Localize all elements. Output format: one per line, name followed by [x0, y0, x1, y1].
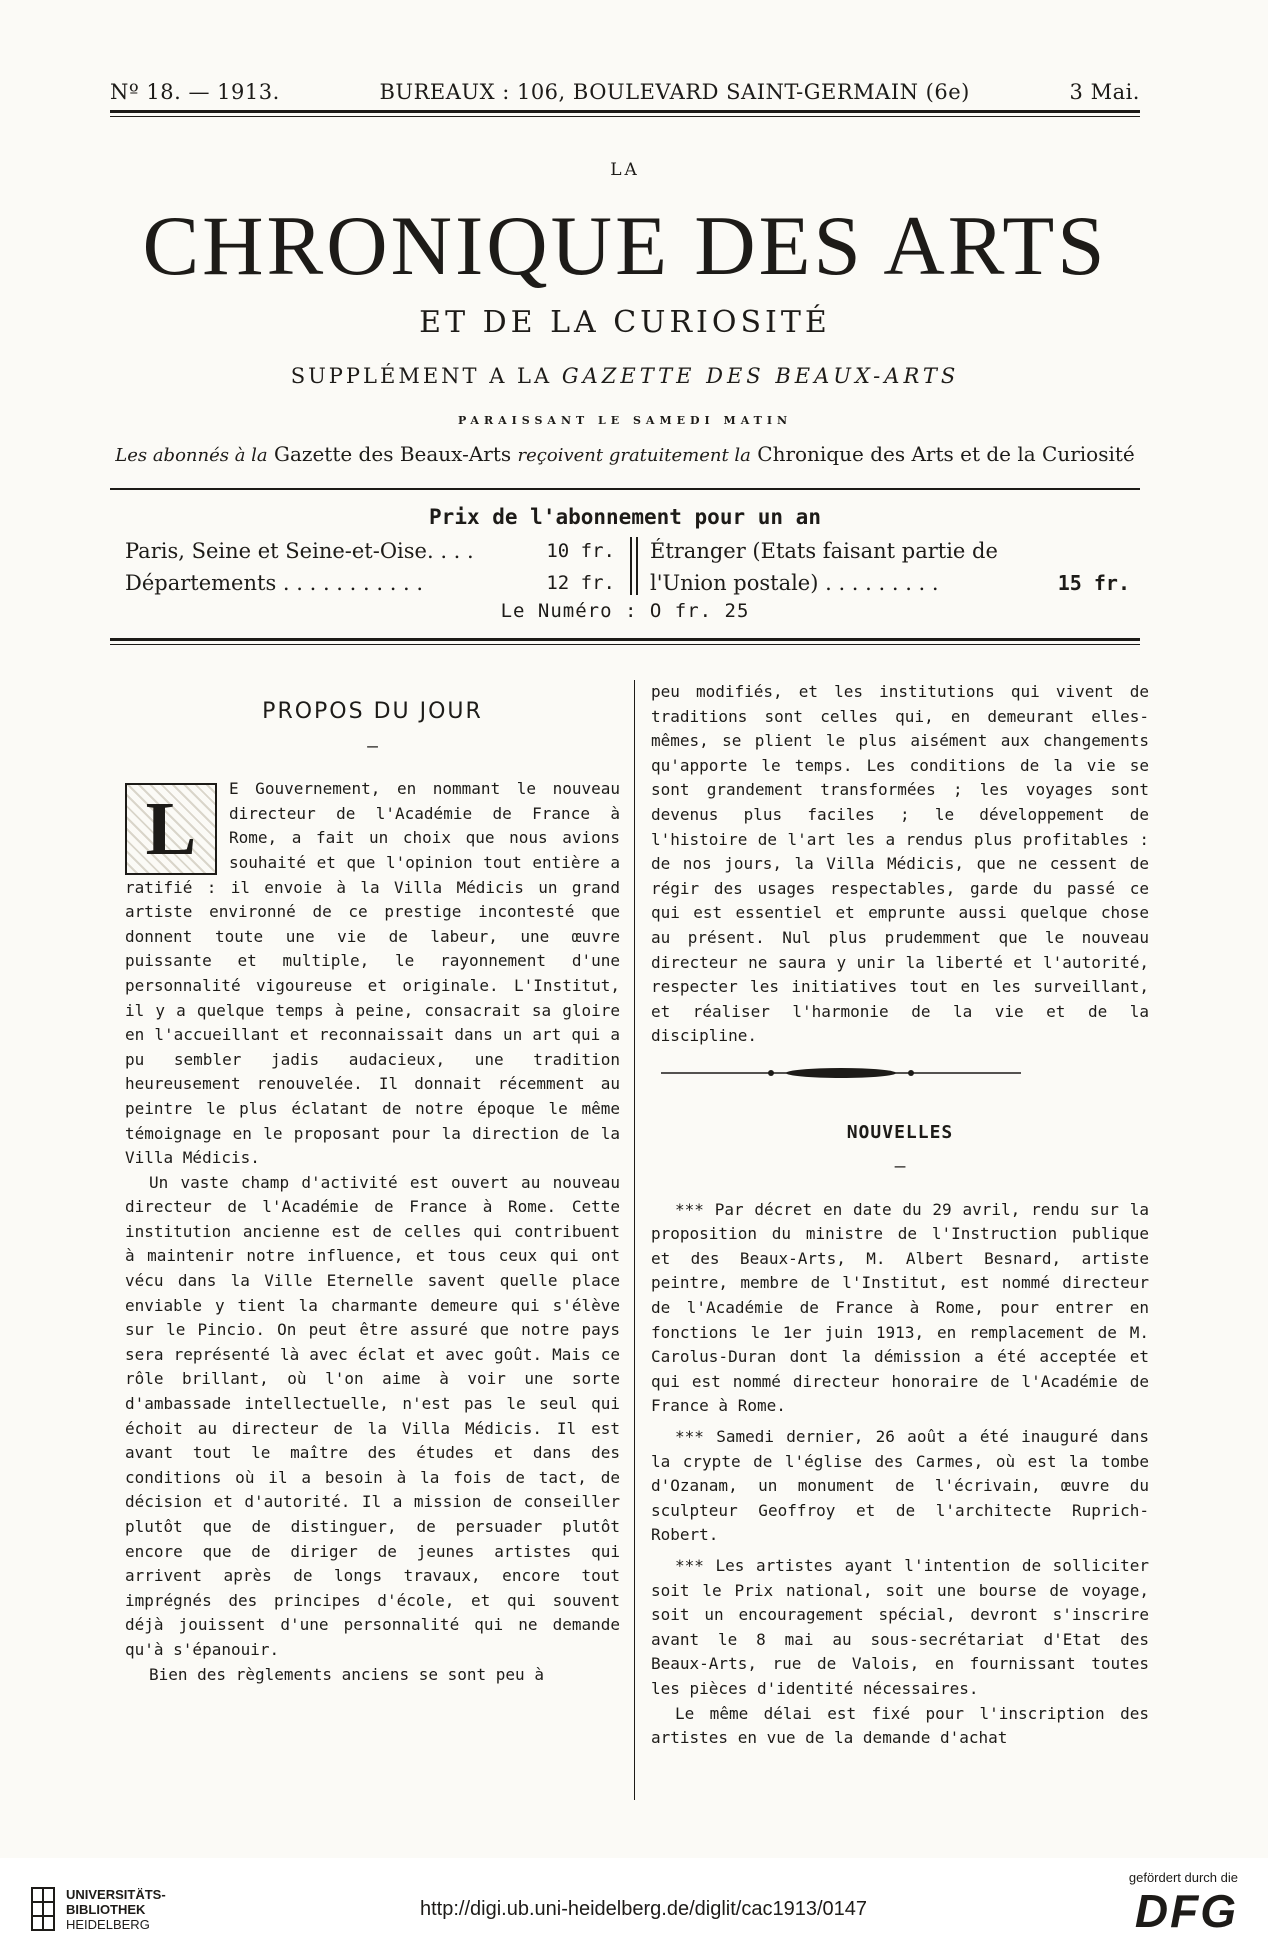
masthead-title: CHRONIQUE DES ARTS: [142, 199, 1108, 293]
dfg-logo: DFG: [1134, 1885, 1238, 1937]
abonnes-part-1: Les abonnés à la: [115, 445, 268, 466]
subscription-foreign: [650, 535, 1130, 599]
etranger-price: 15 fr.: [1057, 571, 1130, 595]
heidelberg-library-icon: [30, 1886, 56, 1932]
paris-label: Paris, Seine et Seine-et-Oise. . . .: [125, 539, 474, 563]
ornament-divider: [651, 1063, 1031, 1083]
etranger-line-2: l'Union postale) . . . . . . . . .: [650, 571, 939, 595]
nouvelle-3: *** Les artistes ayant l'intention de solliciter soit le Prix national, soit une bourse de voyage, soit un encouragement spécial, devront s'inscrire avant le 8 mai au sous-secrétariat d'Etat des Beaux-Arts, rue de Valois, en fournissant toutes les pièces d'identité nécessaires.: [651, 1556, 1149, 1698]
numero-price: Le Numéro : O fr. 25: [500, 600, 750, 622]
propos-heading: PROPOS DU JOUR: [262, 699, 483, 724]
masthead-subtitle: ET DE LA CURIOSITÉ: [419, 305, 831, 340]
supplement-line: [110, 364, 1140, 388]
subscription-row-departements: [125, 567, 615, 599]
propos-paragraph-3: Bien des règlements anciens se sont peu à: [149, 1664, 544, 1684]
nouvelle-4: Le même délai est fixé pour l'inscription des artistes en vue de la demande d'achat: [651, 1703, 1149, 1748]
nouvelle-2: *** Samedi dernier, 26 août a été inauguré dans la crypte de l'église des Carmes, où est la tombe d'Ozanam, un monument de l'écrivain, œuvre du sculpteur Geoffroy et de l'architecte Ruprich-Robert.: [651, 1427, 1149, 1545]
nouvelles-heading: NOUVELLES: [846, 1121, 954, 1143]
uni-line-3: HEIDELBERG: [66, 1916, 150, 1932]
subscription-row-paris: [125, 535, 615, 567]
dfg-caption: gefördert durch die: [1128, 1870, 1238, 1885]
abonnes-part-3: reçoivent gratuitement la: [517, 445, 751, 466]
uni-line-1: UNIVERSITÄTS-: [66, 1886, 166, 1902]
departements-label: Départements . . . . . . . . . . .: [125, 571, 424, 595]
nouvelles-dash: —: [894, 1156, 906, 1178]
university-library-name: [66, 1887, 166, 1932]
paris-price: 10 fr.: [546, 540, 615, 562]
subscription-title: Prix de l'abonnement pour un an: [429, 505, 821, 529]
subscription-rule-top: [110, 488, 1140, 490]
departements-price: 12 fr.: [546, 572, 615, 594]
university-library-logo: [30, 1886, 166, 1932]
digitization-footer: [0, 1858, 1268, 1950]
header-rule: [110, 110, 1140, 113]
ornamental-initial: L: [125, 783, 217, 875]
uni-line-2: BIBLIOTHEK: [66, 1901, 146, 1917]
subscription-divider-2: [636, 537, 638, 595]
issue-number: Nº 18. — 1913.: [110, 80, 280, 104]
column-divider: [634, 680, 635, 1800]
supplement-gazette: GAZETTE DES BEAUX-ARTS: [561, 364, 960, 388]
masthead-la: LA: [610, 160, 640, 180]
header-rule-thin: [110, 116, 1140, 117]
nouvelle-1: *** Par décret en date du 29 avril, rendu sur la proposition du ministre de l'Instruction publique et des Beaux-Arts, M. Albert Besnard, artiste peintre, membre de l'Institut, est nommé directeur de l'Académie de France à Rome, pour entrer en fonctions le 1er juin 1913, en remplacement de M. Carolus-Duran dont la démission a été acceptée et qui est nommé directeur honoraire de l'Académie de France à Rome.: [651, 1199, 1149, 1416]
etranger-line-1: Étranger (Etats faisant partie de: [650, 539, 998, 563]
supplement-prefix: SUPPLÉMENT A LA: [290, 364, 553, 388]
propos-dash: —: [367, 735, 378, 757]
etranger-row: [650, 567, 1130, 599]
bureaux-address: BUREAUX : 106, BOULEVARD SAINT-GERMAIN (6e): [379, 80, 970, 104]
abonnes-part-4: Chronique des Arts et de la Curiosité: [757, 442, 1135, 466]
subscription-divider-1: [630, 537, 632, 595]
body-rule-thin: [110, 644, 1140, 645]
propos-paragraph-2: Un vaste champ d'activité est ouvert au nouveau directeur de l'Académie de France à Rome. Cette institution ancienne est de celles qui contribuent à maintenir notre influence, et tous ceux qui ont vécu dans la Ville Eternelle savent quelle place enviable y tient la charmante demeure qui s'élève sur le Pincio. On peut être assuré que notre pays sera représenté là avec éclat et avec goût. Mais ce rôle brillant, où l'on aime à voir une sorte d'ambassade intellectuelle, n'est pas le seul qui échoit au directeur de la Villa Médicis. Il est avant tout le maître des études et dans des conditions où il a besoin à la fois de tact, de décision et d'autorité. Il a mission de conseiller plutôt que de distinguer, de persuader plutôt encore que de diriger de jeunes artistes qui arrivent après de longs travaux, encore tout imprégnés des principes d'école, et qui souvent déjà jouissent d'une personnalité qui ne demande qu'à s'épanouir.: [125, 1172, 620, 1659]
abonnes-part-2: Gazette des Beaux-Arts: [274, 442, 512, 466]
header-line: [110, 80, 1140, 104]
digital-copy-link[interactable]: http://digi.ub.uni-heidelberg.de/diglit/cac1913/0147: [420, 1898, 867, 1920]
subscription-domestic: [125, 535, 615, 599]
column-left: [125, 680, 620, 1687]
body-rule: [110, 638, 1140, 641]
issue-date: 3 Mai.: [1069, 80, 1140, 104]
paraissant-line: PARAISSANT LE SAMEDI MATIN: [457, 414, 793, 427]
column-right: [651, 680, 1149, 1751]
dfg-credit: [1129, 1870, 1238, 1937]
propos-paragraph-4: peu modifiés, et les institutions qui vivent de traditions sont celles qui, en demeurant elles-mêmes, se plient le plus aisément aux changements qu'apporte le temps. Les conditions de la vie se sont grandement transformées ; les voyages sont devenus plus faciles ; le développement de l'histoire de l'art les a rendus plus profitables : de nos jours, la Villa Médicis, que ne cessent de régir des usages respectables, garde du passé ce qui est essentiel et emprunte aussi quelque chose au présent. Nul plus prudemment que le nouveau directeur ne saura y unir la liberté et l'autorité, respecter les initiatives tout en les surveillant, et réaliser l'harmonie de la vie et de la discipline.: [651, 682, 1149, 1046]
propos-paragraph-1: E Gouvernement, en nommant le nouveau directeur de l'Académie de France à Rome, a fait un choix que nous avions souhaité et que l'opinion tout entière a ratifié : il envoie à la Villa Médicis un grand artiste environné de ce prestige incontesté que donnent toute une vie de labeur, une œuvre puissante et multiple, le rayonnement d'une personnalité vigoureuse et originale. L'Institut, il y a quelque temps à peine, consacrait sa gloire en l'accueillant et reconnaissait dans un art qui a pu sembler jadis audacieux, une tradition heureusement renouvelée. Il donnait récemment au peintre le plus éclatant de notre époque le même témoignage en le proposant pour la direction de la Villa Médicis.: [125, 779, 620, 1168]
abonnes-line: [110, 442, 1140, 466]
